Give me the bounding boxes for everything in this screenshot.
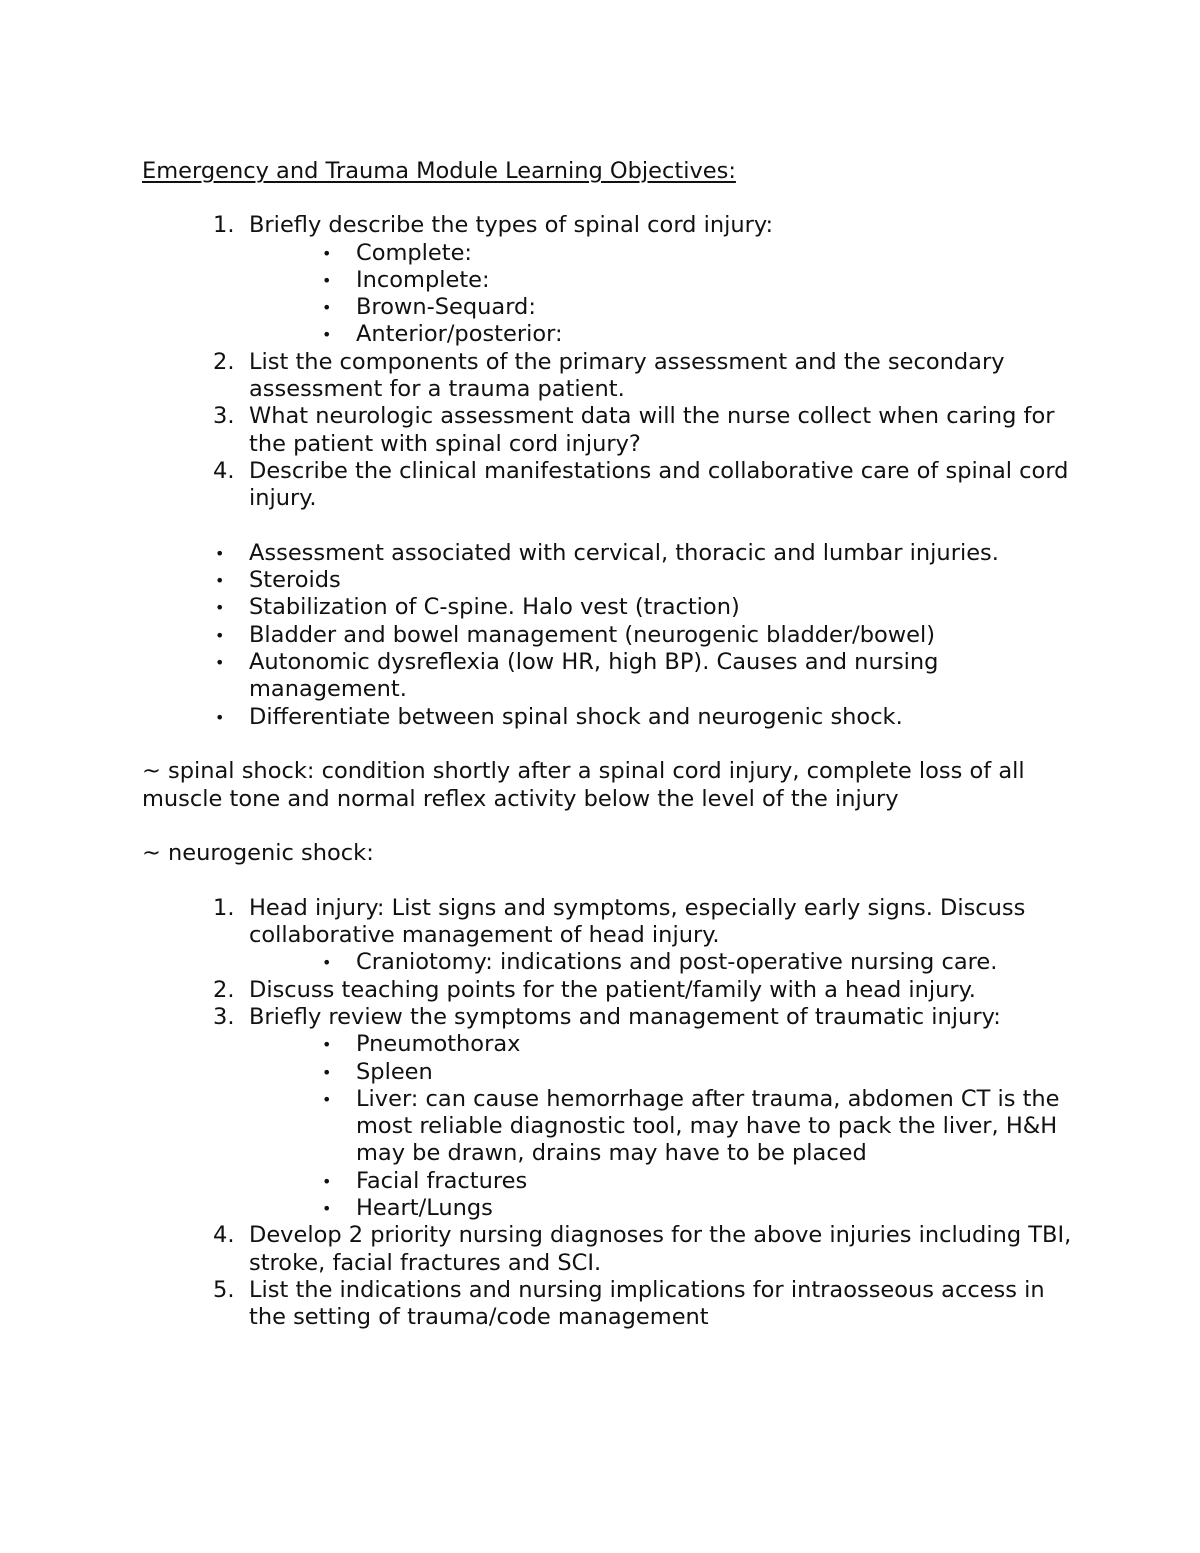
sub-list-item: • Complete: <box>322 239 473 266</box>
list-item <box>142 1277 1072 1332</box>
bullet-icon: • <box>322 325 332 345</box>
list-number: 2. <box>213 976 235 1003</box>
bullet-icon: • <box>215 543 225 563</box>
sub-list-item: • Spleen <box>322 1058 433 1085</box>
bullet-item: • Stabilization of C-spine. Halo vest (traction) <box>215 594 740 621</box>
objectives-list-1 <box>142 212 1072 512</box>
sub-list-item: • Facial fractures <box>322 1167 528 1194</box>
bullet-icon: • <box>322 953 332 973</box>
bullet-item: • Steroids <box>215 567 341 594</box>
spacer <box>142 813 1072 840</box>
bullet-item: • Differentiate between spinal shock and neurogenic shock. <box>215 703 903 730</box>
list-item-text: List the components of the primary assessment and the secondary assessment for a trauma patient. <box>249 348 1005 403</box>
list-number: 5. <box>213 1276 235 1303</box>
list-number: 4. <box>213 1222 235 1249</box>
spinal-shock-note: ~ spinal shock: condition shortly after a spinal cord injury, complete loss of all muscle tone and normal reflex activity below the level of the injury <box>142 758 1025 812</box>
list-item <box>142 1004 1072 1222</box>
bullet-item: • Bladder and bowel management (neurogenic bladder/bowel) <box>215 621 936 648</box>
bullet-icon: • <box>322 1198 332 1218</box>
sub-list-item: • Craniotomy: indications and post-operative nursing care. <box>322 949 998 976</box>
bullet-icon: • <box>322 243 332 263</box>
list-item-text: List the indications and nursing implications for intraosseous access in the setting of trauma/code management <box>249 1276 1045 1331</box>
objectives-list-2 <box>142 895 1072 1332</box>
sub-list-item: • Heart/Lungs <box>322 1194 493 1221</box>
list-item <box>142 212 1072 348</box>
list-item-text: Develop 2 priority nursing diagnoses for the above injuries including TBI, stroke, facial fractures and SCI. <box>249 1222 1072 1276</box>
list-number: 2. <box>213 348 235 375</box>
bullet-icon: • <box>322 1035 332 1055</box>
bullet-icon: • <box>322 1062 332 1082</box>
sub-list-item: • Brown-Sequard: <box>322 294 536 321</box>
list-item <box>142 403 1072 458</box>
sub-list-item: • Anterior/posterior: <box>322 321 563 348</box>
bullet-icon: • <box>322 270 332 290</box>
sub-list-item: • Pneumothorax <box>322 1031 521 1058</box>
bullet-icon: • <box>322 298 332 318</box>
document-content <box>142 158 1072 1331</box>
list-item <box>142 458 1072 513</box>
bullet-item: • Autonomic dysreflexia (low HR, high BP). Causes and nursing management. <box>215 649 939 703</box>
list-item <box>142 349 1072 404</box>
list-item-text: Discuss teaching points for the patient/family with a head injury. <box>249 976 976 1003</box>
bullet-item: • Assessment associated with cervical, thoracic and lumbar injuries. <box>215 539 999 566</box>
bullet-icon: • <box>215 571 225 591</box>
sub-list-item: • Liver: can cause hemorrhage after trauma, abdomen CT is the most reliable diagnostic tool, may have to pack the liver, H&H may be drawn, drains may have to be placed <box>322 1085 1060 1167</box>
list-item <box>142 977 1072 1004</box>
list-item-text: Head injury: List signs and symptoms, especially early signs. Discuss collaborative management of head injury. <box>249 894 1026 949</box>
sub-list <box>142 240 1072 349</box>
list-item-text: What neurologic assessment data will the nurse collect when caring for the patient with spinal cord injury? <box>249 403 1055 457</box>
list-item <box>142 1222 1072 1277</box>
list-number: 3. <box>213 403 235 430</box>
list-number: 4. <box>213 457 235 484</box>
sub-list-item: • Incomplete: <box>322 266 490 293</box>
list-number: 1. <box>213 894 235 921</box>
bullet-icon: • <box>215 625 225 645</box>
spacer <box>142 867 1072 894</box>
spacer <box>142 731 1072 758</box>
bullet-icon: • <box>215 707 225 727</box>
spacer <box>142 513 1072 540</box>
bullet-icon: • <box>322 1089 332 1109</box>
list-number: 1. <box>213 212 235 239</box>
sub-list <box>142 949 1072 976</box>
neurogenic-shock-note: ~ neurogenic shock: <box>142 840 374 867</box>
list-item-text: Briefly review the symptoms and management of traumatic injury: <box>249 1003 1001 1030</box>
topics-bullet-list <box>142 540 1072 731</box>
list-item <box>142 895 1072 977</box>
list-item-text: Describe the clinical manifestations and collaborative care of spinal cord injury. <box>249 457 1069 512</box>
bullet-icon: • <box>322 1171 332 1191</box>
bullet-icon: • <box>215 653 225 673</box>
list-item-text: Briefly describe the types of spinal cord injury: <box>249 212 774 239</box>
bullet-icon: • <box>215 598 225 618</box>
sub-list <box>142 1031 1072 1222</box>
list-number: 3. <box>213 1003 235 1030</box>
document-title: Emergency and Trauma Module Learning Objectives: <box>142 158 736 184</box>
